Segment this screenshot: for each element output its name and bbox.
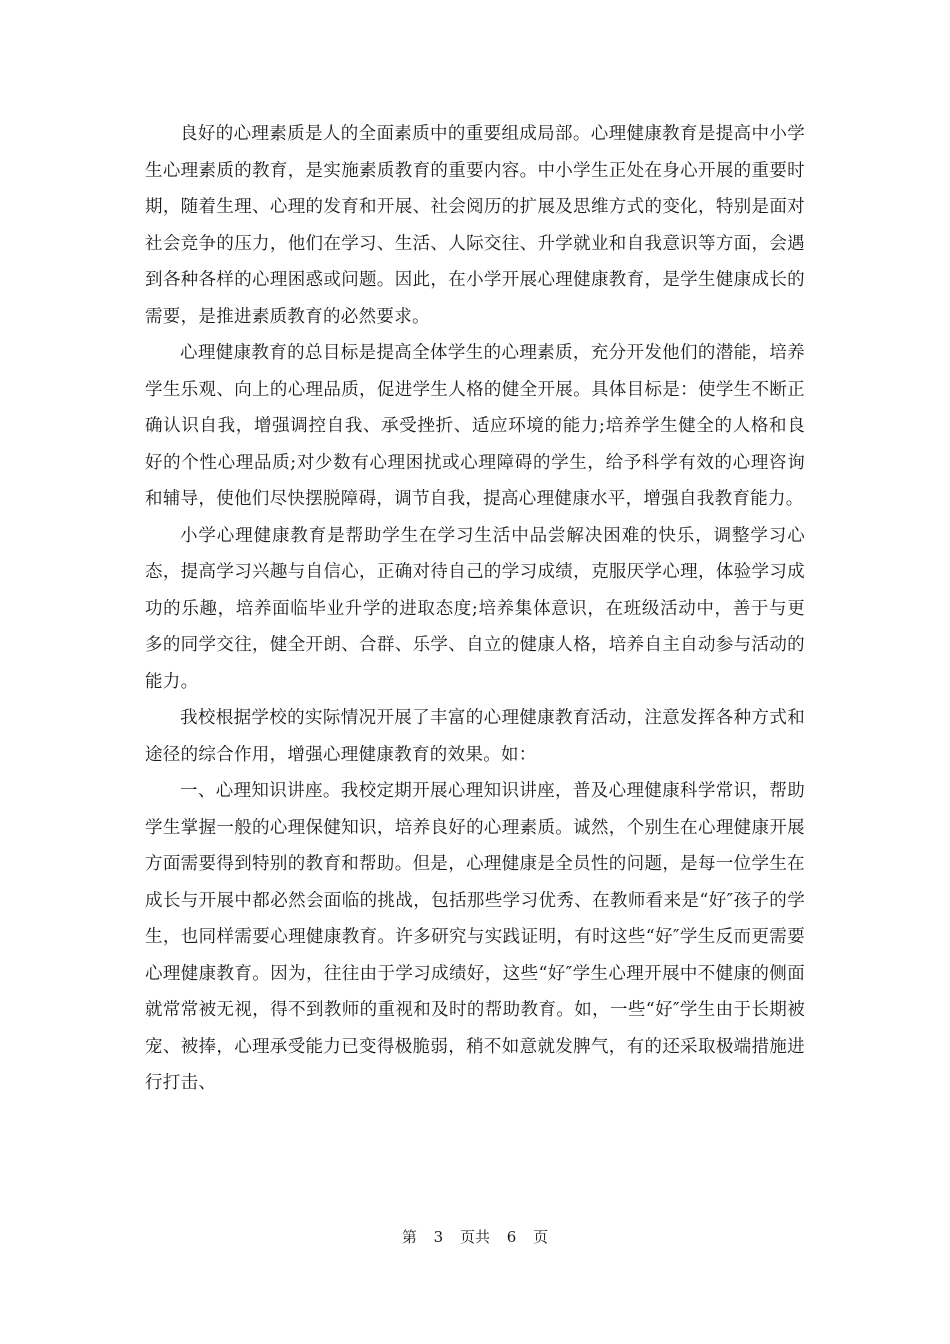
page-footer	[0, 1226, 950, 1247]
paragraph-lectures: 一、心理知识讲座。我校定期开展心理知识讲座，普及心理健康科学常识，帮助学生掌握一般的心理保健知识，培养良好的心理素质。诚然，个别生在心理健康开展方面需要得到特别的教育和帮助。但是，心理健康是全员性的问题，是每一位学生在成长与开展中都必然会面临的挑战，包括那些学习优秀、在教师看来是“好″孩子的学生，也同样需要心理健康教育。许多研究与实践证明，有时这些“好″学生反而更需要心理健康教育。因为，往往由于学习成绩好，这些“好″学生心理开展中不健康的侧面就常常被无视，得不到教师的重视和及时的帮助教育。如，一些“好″学生由于长期被宠、被捧，心理承受能力已变得极脆弱，稍不如意就发脾气，有的还采取极端措施进行打击、	[145, 781, 805, 1093]
document-body	[145, 116, 805, 1102]
footer-prefix: 第	[401, 1228, 417, 1246]
paragraph-primary-education: 小学心理健康教育是帮助学生在学习生活中品尝解决困难的快乐，调整学习心态，提高学习兴趣与自信心，正确对待自己的学习成绩，克服厌学心理，体验学习成功的乐趣，培养面临毕业升学的进取态度;培养集体意识，在班级活动中，善于与更多的同学交往，健全开朗、合群、乐学、自立的健康人格，培养自主自动参与活动的能力。	[145, 525, 805, 692]
paragraph-goals: 心理健康教育的总目标是提高全体学生的心理素质，充分开发他们的潜能，培养学生乐观、向上的心理品质，促进学生人格的健全开展。具体目标是：使学生不断正确认识自我，增强调控自我、承受挫折、适应环境的能力;培养学生健全的人格和良好的个性心理品质;对少数有心理困扰或心理障碍的学生，给予科学有效的心理咨询和辅导，使他们尽快摆脱障碍，调节自我，提高心理健康水平，增强自我教育能力。	[145, 343, 805, 509]
footer-suffix: 页	[533, 1228, 549, 1246]
footer-total-pages: 6	[506, 1228, 517, 1246]
footer-page-number: 3	[433, 1228, 444, 1246]
paragraph-intro: 良好的心理素质是人的全面素质中的重要组成局部。心理健康教育是提高中小学生心理素质的教育，是实施素质教育的重要内容。中小学生正处在身心开展的重要时期，随着生理、心理的发育和开展、社会阅历的扩展及思维方式的变化，特别是面对社会竞争的压力，他们在学习、生活、人际交往、升学就业和自我意识等方面，会遇到各种各样的心理困惑或问题。因此，在小学开展心理健康教育，是学生健康成长的需要，是推进素质教育的必然要求。	[145, 124, 805, 327]
paragraph-activities: 我校根据学校的实际情况开展了丰富的心理健康教育活动，注意发挥各种方式和途径的综合作用，增强心理健康教育的效果。如：	[145, 708, 805, 765]
footer-middle: 页共	[459, 1228, 490, 1246]
